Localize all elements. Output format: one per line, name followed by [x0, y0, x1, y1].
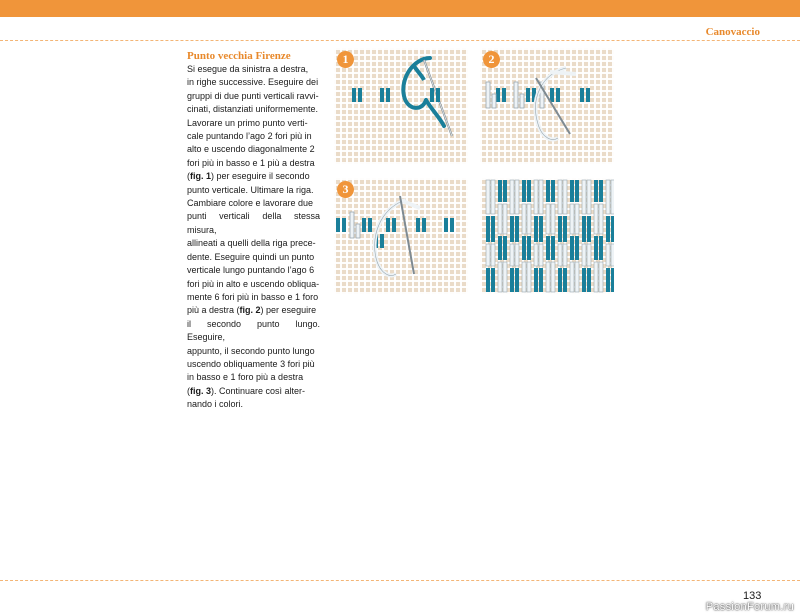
section-title: Canovaccio	[705, 26, 760, 38]
article-title: Punto vecchia Firenze	[187, 50, 291, 62]
article-body: Si esegue da sinistra a destra, in righe successive. Eseguire dei gruppi di due punti verticali ravvi- cinati, distanziati uniformemente. Lavorare un primo punto verti- cale puntando l’ago 2 fori più in alto e uscendo diagonalmente 2 fori più in basso e 1 più a destra (fig. 1) per eseguire il secondo punto verticale. Ultimare la riga. Cambiare colore e lavorare due punti verticali della stessa misura, allineati a quelli della riga prece- dente. Eseguire quindi un punto verticale lungo puntando l’ago 6 fori più in alto e uscendo obliqua- mente 6 fori più in basso e 1 foro più a destra (fig. 2) per eseguire il secondo punto lungo. Eseguire, appunto, il secondo punto lungo uscendo obliquamente 3 fori più in basso e 1 foro più a destra (fig. 3). Continuare così alter- nando i colori.	[187, 64, 320, 410]
stitch	[539, 268, 543, 292]
blue-stitches	[352, 88, 390, 102]
stitch	[546, 262, 550, 292]
stitch	[606, 216, 610, 242]
stitch	[546, 204, 550, 234]
figure-1	[334, 48, 468, 164]
stitch	[611, 244, 614, 266]
watermark: PassionForum.ru	[705, 601, 794, 613]
article	[187, 50, 320, 412]
stitch	[563, 268, 567, 292]
stitch	[599, 262, 603, 292]
stitch	[599, 236, 603, 260]
stitch	[587, 216, 591, 242]
stitch	[534, 268, 538, 292]
stitch	[546, 236, 550, 260]
needle-icon	[400, 196, 414, 274]
stitch	[498, 262, 502, 292]
stitch	[503, 180, 507, 202]
stitch	[575, 180, 579, 202]
stitch	[599, 180, 603, 202]
stitch	[551, 180, 555, 202]
stitch	[534, 216, 538, 242]
stitch	[570, 204, 574, 234]
figure-reference: fig. 1	[190, 171, 212, 182]
light-stitches	[350, 212, 360, 238]
stitch	[498, 180, 502, 202]
figure-4-finished-pattern	[480, 178, 614, 294]
stitch	[522, 204, 526, 234]
stitch	[582, 268, 586, 292]
stitch	[515, 244, 519, 266]
figure-reference: fig. 2	[239, 305, 261, 316]
stitch	[527, 236, 531, 260]
stitch	[611, 216, 614, 242]
stitch	[582, 180, 586, 214]
stitch	[563, 180, 567, 214]
figure-1-stitch-diagram	[334, 48, 468, 164]
stitch	[594, 236, 598, 260]
figure-reference: fig. 3	[190, 385, 212, 396]
stitch	[611, 268, 614, 292]
stitch	[510, 244, 514, 266]
stitch	[503, 262, 507, 292]
stitch	[522, 180, 526, 202]
stitch	[522, 236, 526, 260]
stitch	[498, 236, 502, 260]
stitch	[539, 180, 543, 214]
stitch	[575, 262, 579, 292]
stitch	[606, 180, 610, 214]
stitch	[587, 268, 591, 292]
stitch	[491, 216, 495, 242]
stitch	[539, 216, 543, 242]
stitch	[558, 244, 562, 266]
stitch	[587, 244, 591, 266]
stitch	[486, 244, 490, 266]
figure-4	[480, 178, 614, 294]
stitch	[558, 268, 562, 292]
stitch	[491, 244, 495, 266]
stitch	[606, 244, 610, 266]
stitch	[563, 216, 567, 242]
stitch	[534, 180, 538, 214]
stitch	[551, 262, 555, 292]
stitch	[551, 236, 555, 260]
stitch	[594, 262, 598, 292]
stitch	[491, 180, 495, 214]
stitch	[587, 180, 591, 214]
stitch	[534, 244, 538, 266]
footer-divider	[0, 580, 800, 581]
stitch	[539, 244, 543, 266]
stitch	[503, 236, 507, 260]
page-number: 133	[743, 590, 762, 602]
stitch	[527, 204, 531, 234]
thread	[375, 200, 406, 275]
figure-2-stitch-diagram	[480, 48, 614, 164]
stitch	[515, 180, 519, 214]
stitch	[527, 180, 531, 202]
stitch	[486, 216, 490, 242]
stitch	[582, 216, 586, 242]
stitch	[582, 244, 586, 266]
stitch	[546, 180, 550, 202]
stitch	[594, 204, 598, 234]
stitch	[486, 180, 490, 214]
stitch	[503, 204, 507, 234]
stitch	[522, 262, 526, 292]
stitch	[498, 204, 502, 234]
stitch	[594, 180, 598, 202]
stitch	[486, 268, 490, 292]
figure-2-badge: 2	[483, 51, 500, 68]
figure-1-badge: 1	[337, 51, 354, 68]
stitch	[491, 268, 495, 292]
stitch	[527, 262, 531, 292]
stitch	[515, 268, 519, 292]
stitch	[570, 236, 574, 260]
figure-3	[334, 178, 468, 294]
figure-3-badge: 3	[337, 181, 354, 198]
stitch	[606, 268, 610, 292]
figure-2	[480, 48, 614, 164]
stitch	[558, 180, 562, 214]
stitch	[575, 236, 579, 260]
header-divider	[0, 40, 800, 41]
header-band	[0, 0, 800, 17]
stitch	[551, 204, 555, 234]
stitch	[558, 216, 562, 242]
stitch	[510, 268, 514, 292]
stitch	[599, 204, 603, 234]
stitch	[515, 216, 519, 242]
figure-3-stitch-diagram	[334, 178, 468, 294]
stitch	[563, 244, 567, 266]
stitch	[611, 180, 614, 214]
stitch	[570, 180, 574, 202]
stitch	[570, 262, 574, 292]
stitch	[510, 216, 514, 242]
stitch	[575, 204, 579, 234]
stitch	[510, 180, 514, 214]
